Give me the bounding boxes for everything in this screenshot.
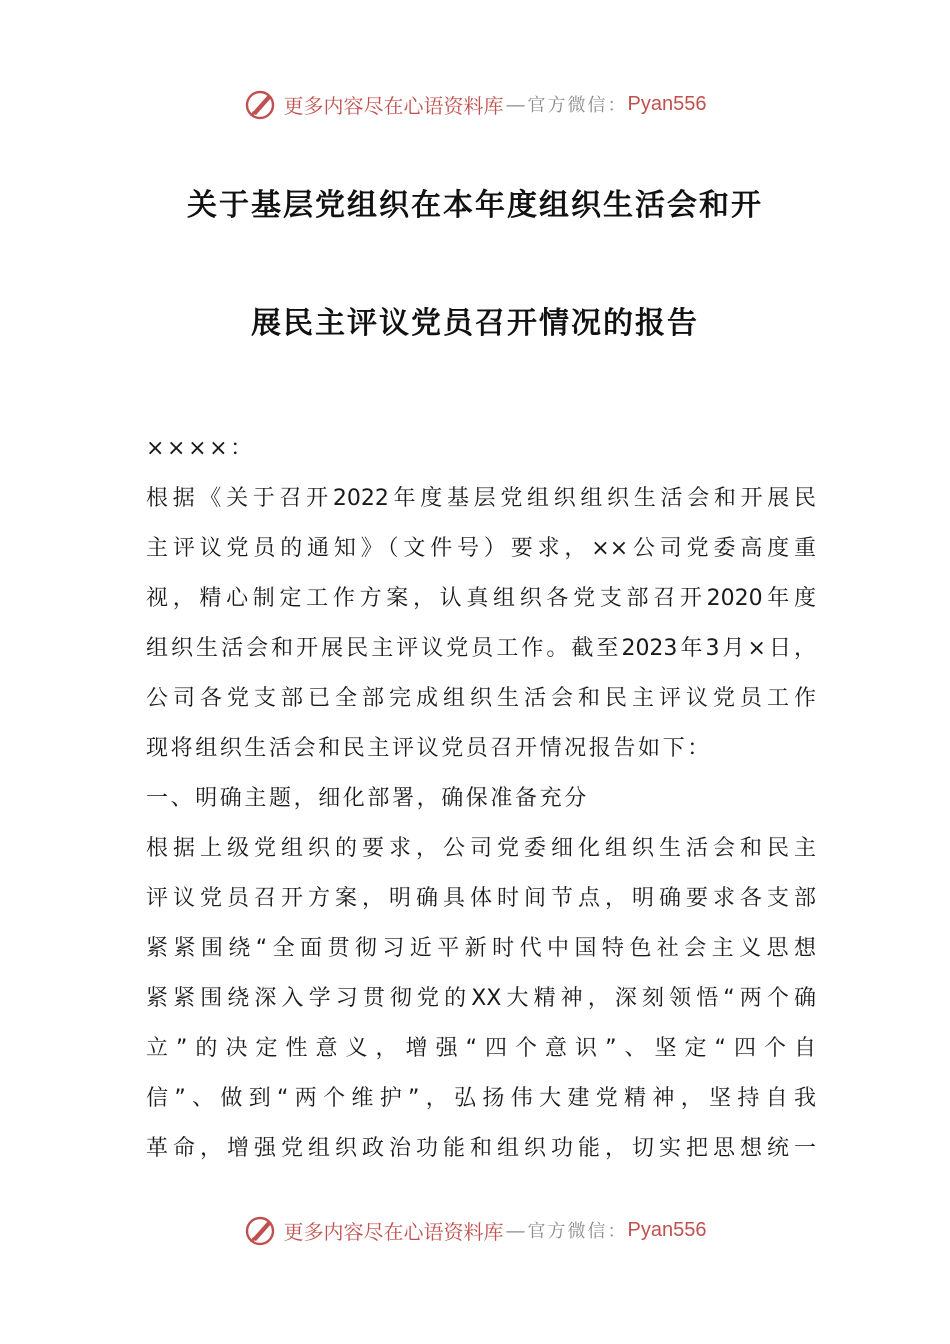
pen-circle-logo-icon xyxy=(244,87,278,121)
watermark-dash: — xyxy=(505,92,526,116)
body-line: 根据《关于召开2022年度基层党组织组织生活会和开展民 xyxy=(146,486,816,511)
salutation-line: ××××： xyxy=(146,436,255,461)
document-title-line-2: 展民主评议党员召开情况的报告 xyxy=(251,306,699,341)
body-line: 公司各党支部已全部完成组织生活会和民主评议党员工作 xyxy=(146,686,816,711)
watermark-wechat-id: Pyan556 xyxy=(627,92,707,115)
body-line: 立”的决定性意义，增强“四个意识”、坚定“四个自 xyxy=(146,1036,816,1061)
body-line: 紧紧围绕深入学习贯彻党的XX大精神，深刻领悟“两个确 xyxy=(146,986,816,1011)
watermark-dash: — xyxy=(505,1218,526,1242)
pen-circle-logo-icon xyxy=(244,1213,278,1247)
watermark-wechat-label: 官方微信： xyxy=(527,1221,628,1242)
body-line: 评议党员召开方案，明确具体时间节点，明确要求各支部 xyxy=(146,886,816,911)
body-line: 现将组织生活会和民主评议党员召开情况报告如下： xyxy=(146,736,712,761)
section-heading: 一、明确主题，细化部署，确保准备充分 xyxy=(146,786,589,811)
watermark-wechat-id: Pyan556 xyxy=(627,1218,707,1241)
body-line: 根据上级党组织的要求，公司党委细化组织生活会和民主 xyxy=(146,836,816,861)
document-body xyxy=(146,433,816,1183)
body-line: 主评议党员的通知》（文件号）要求，××公司党委高度重 xyxy=(146,536,816,561)
body-line: 紧紧围绕“全面贯彻习近平新时代中国特色社会主义思想 xyxy=(146,936,816,961)
document-title-line-1: 关于基层党组织在本年度组织生活会和开 xyxy=(187,188,763,223)
watermark-main-text: 更多内容尽在心语资料库 xyxy=(283,93,504,118)
watermark-wechat-label: 官方微信： xyxy=(527,95,628,116)
body-line: 视，精心制定工作方案，认真组织各党支部召开2020年度 xyxy=(146,586,816,611)
watermark-banner-top xyxy=(0,84,950,124)
watermark-main-text: 更多内容尽在心语资料库 xyxy=(283,1219,504,1244)
body-line: 革命，增强党组织政治功能和组织功能，切实把思想统一 xyxy=(146,1136,816,1161)
body-line: 组织生活会和开展民主评议党员工作。截至2023年3月×日， xyxy=(146,636,816,661)
body-line: 信”、做到“两个维护”，弘扬伟大建党精神，坚持自我 xyxy=(146,1086,816,1111)
watermark-banner-bottom xyxy=(0,1210,950,1250)
